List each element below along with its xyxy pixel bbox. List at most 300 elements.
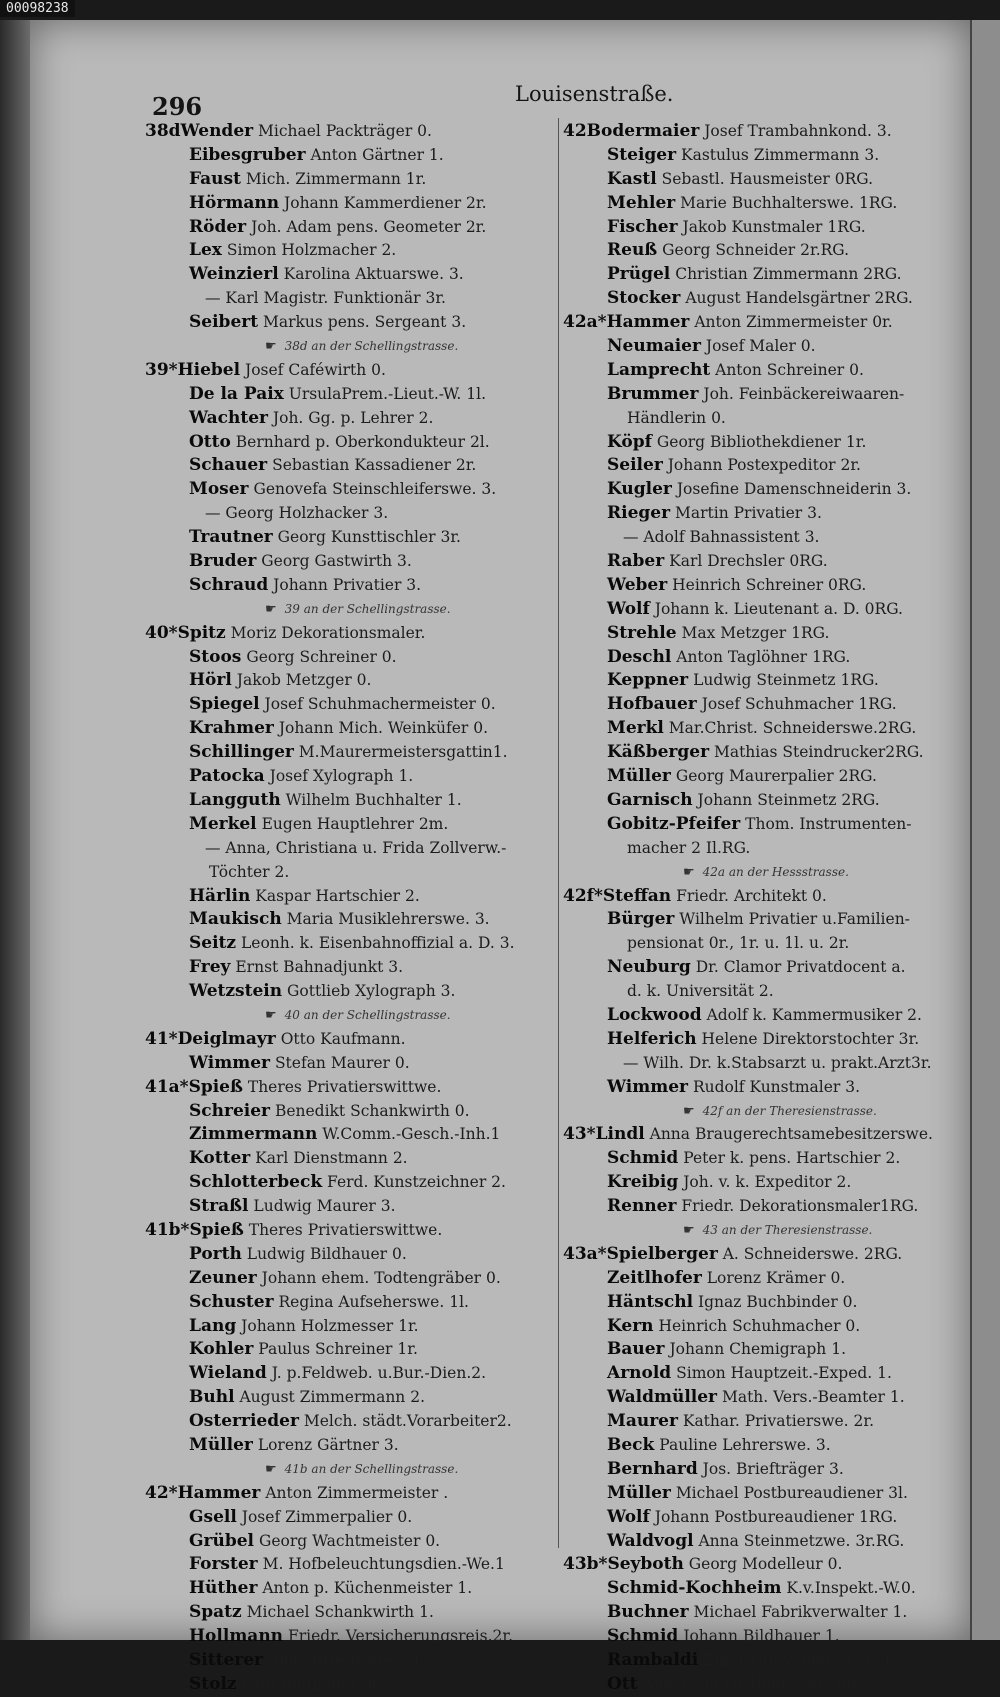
resident-name: Müller: [607, 766, 671, 787]
resident-entry: [563, 287, 968, 311]
resident-entry: [145, 1243, 550, 1267]
resident-name: Steffan: [602, 885, 672, 906]
resident-entry: [563, 550, 968, 574]
resident-details: Helene Direktorstochter 3r.: [701, 1029, 920, 1048]
resident-entry: [145, 478, 550, 502]
resident-name: Hörl: [189, 670, 232, 691]
resident-details: Otto Kaufmann.: [280, 1029, 406, 1048]
resident-details: Bernhard p. Oberkondukteur 2l.: [235, 432, 490, 451]
resident-entry: [145, 359, 550, 383]
resident-name: Bürger: [607, 909, 675, 930]
resident-entry: [563, 1625, 968, 1649]
note-text: 43 an der Theresienstrasse.: [702, 1222, 873, 1237]
resident-details: Karl Drechsler 0RG.: [669, 552, 828, 571]
resident-details: W.Comm.-Gesch.-Inh.1: [322, 1125, 501, 1144]
resident-details: Genovefa Steinschleiferswe. 3.: [253, 480, 497, 499]
resident-name: Renner: [607, 1196, 677, 1217]
resident-entry: [563, 1553, 968, 1577]
resident-name: Spieß: [188, 1076, 243, 1097]
resident-entry: [563, 1195, 968, 1219]
resident-name: Kern: [607, 1315, 654, 1336]
resident-details: Kastulus Zimmermann 3.: [681, 145, 880, 164]
resident-name: Patocka: [189, 766, 265, 787]
entry-continuation: pensionat 0r., 1r. u. 1l. u. 2r.: [627, 934, 850, 953]
resident-entry: [563, 813, 968, 837]
resident-details: Georg Schneider 2r.RG.: [662, 241, 850, 260]
resident-details: Josefine Damenschneiderin 3.: [676, 480, 912, 499]
resident-entry: [145, 646, 550, 670]
resident-details: Wilhelm Buchhalter 1.: [285, 790, 462, 809]
pointing-hand-icon: ☛: [683, 1222, 695, 1238]
resident-details: Stefan Maurer 0.: [274, 1053, 410, 1072]
resident-entry: [563, 1291, 968, 1315]
resident-details: August Handelsgärtner 2RG.: [685, 289, 913, 308]
resident-name: Spitz: [177, 622, 226, 643]
resident-name: Steiger: [607, 144, 677, 165]
resident-entry: [145, 526, 550, 550]
resident-entry: [563, 574, 968, 598]
resident-name: Gsell: [189, 1506, 237, 1527]
resident-entry: [145, 980, 550, 1004]
pointing-hand-icon: ☛: [265, 1461, 277, 1477]
resident-name: Hollmann: [189, 1626, 284, 1647]
resident-details: Heinrich Schuhmacher 0.: [658, 1316, 861, 1335]
resident-entry: [563, 1386, 968, 1410]
resident-entry: [145, 885, 550, 909]
pointing-hand-icon: ☛: [683, 864, 695, 880]
resident-details: Mar.Christ. Schneiderswe.2RG.: [668, 719, 917, 738]
resident-details: Anton p. Küchenmeister 1.: [262, 1579, 473, 1598]
resident-entry: [145, 1362, 550, 1386]
resident-details: Georg Gastwirth 3.: [261, 552, 412, 571]
resident-details: Paul Bildhauer 3r.: [241, 1674, 383, 1693]
resident-details: Leonh. k. Eisenbahnoffizial a. D. 3.: [241, 934, 515, 953]
resident-details: K.v.Inspekt.-W.0.: [786, 1579, 916, 1598]
resident-entry: [563, 1458, 968, 1482]
resident-details: Josef Caféwirth 0.: [245, 360, 386, 379]
resident-entry: [563, 1052, 968, 1076]
resident-details: Paulus Schreiner 1r.: [258, 1340, 418, 1359]
resident-entry: [145, 741, 550, 765]
resident-details: Moriz Dekorationsmaler.: [230, 623, 426, 642]
resident-details: Joh. Feinbäckereiwaaren-: [703, 384, 905, 403]
resident-entry: [145, 1267, 550, 1291]
resident-name: Schuster: [189, 1291, 274, 1312]
resident-entry: [145, 239, 550, 263]
resident-details: Josef Schuhmacher 1RG.: [701, 695, 897, 714]
resident-details: Alois Briefträger 2l.: [267, 1651, 424, 1669]
resident-entry: [145, 550, 550, 574]
resident-name: Weber: [607, 574, 668, 595]
resident-name: Arnold: [607, 1363, 672, 1384]
scan-id: 00098238: [0, 0, 75, 17]
resident-entry: [145, 693, 550, 717]
resident-entry: [145, 431, 550, 455]
resident-name: Buchner: [607, 1602, 689, 1623]
resident-name: Schmid: [607, 1148, 679, 1169]
resident-entry: [563, 431, 968, 455]
resident-name: Lang: [189, 1315, 237, 1336]
resident-entry: [563, 1434, 968, 1458]
resident-entry: [563, 1649, 968, 1673]
resident-name: Schillinger: [189, 742, 294, 763]
resident-details: Sebastl. Hausmeister 0RG.: [661, 169, 874, 188]
resident-name: Waldmüller: [607, 1387, 718, 1408]
resident-name: Hofbauer: [607, 694, 697, 715]
resident-name: Porth: [189, 1243, 242, 1264]
resident-details: J. p.Feldweb. u.Bur.-Dien.2.: [271, 1364, 487, 1383]
resident-details: Georg Kunsttischler 3r.: [277, 528, 461, 547]
resident-entry: [563, 693, 968, 717]
resident-details: Martin Privatier 3.: [675, 504, 822, 523]
resident-name: Schauer: [189, 455, 268, 476]
house-number: 38d: [145, 121, 181, 141]
resident-name: Röder: [189, 216, 247, 237]
resident-details: Math. Vers.-Beamter 1.: [721, 1388, 905, 1407]
note-text: 38d an der Schellingstrasse.: [284, 339, 459, 354]
resident-details: Lorenz Gärtner 3.: [257, 1435, 399, 1454]
resident-name: Ott: [607, 1673, 638, 1694]
resident-details: Mathias Steindrucker2RG.: [713, 743, 924, 762]
resident-name: Stoos: [189, 646, 242, 667]
resident-details: Joh. v. k. Expeditor 2.: [683, 1173, 852, 1192]
resident-details: Adolf k. Kammermusiker 2.: [706, 1005, 922, 1024]
resident-details: Em. Gräf. v. Reg.-R.-T.2l.: [703, 1651, 895, 1669]
resident-name: Buhl: [189, 1387, 235, 1408]
resident-entry: [145, 1219, 550, 1243]
resident-name: Osterrieder: [189, 1411, 299, 1432]
resident-name: Kastl: [607, 168, 657, 189]
resident-name: Deschl: [607, 646, 672, 667]
resident-name: Lex: [189, 240, 222, 261]
house-number: 43a*: [563, 1243, 607, 1264]
resident-details: Karl Dienstmann 2.: [255, 1149, 408, 1168]
resident-name: Maurer: [607, 1411, 678, 1432]
note-text: 42a an der Hessstrasse.: [702, 864, 849, 879]
resident-name: Wender: [180, 121, 254, 141]
resident-name: Bodermaier: [586, 121, 700, 141]
resident-details: Rudolf Kunstmaler 3.: [692, 1077, 861, 1096]
resident-name: Stocker: [607, 288, 681, 309]
resident-name: Schreier: [189, 1100, 270, 1121]
resident-entry: [145, 144, 550, 168]
entry-continuation: Händlerin 0.: [627, 408, 726, 427]
resident-name: Schraud: [189, 574, 269, 595]
resident-entry: [563, 1338, 968, 1362]
resident-details: Michael Fabrikverwalter 1.: [693, 1603, 908, 1622]
house-number: 41b*: [145, 1219, 190, 1240]
resident-name: Krahmer: [189, 718, 274, 739]
resident-details: Jos. Briefträger 3.: [702, 1459, 844, 1478]
resident-name: Garnisch: [607, 789, 693, 810]
resident-entry: [563, 1482, 968, 1506]
resident-details: Kaspar Hartschier 2.: [255, 886, 420, 905]
resident-entry: [563, 192, 968, 216]
resident-entry: [563, 956, 968, 980]
street-header: Louisenstraße.: [515, 82, 674, 106]
resident-entry: [145, 1386, 550, 1410]
resident-entry: [145, 1506, 550, 1530]
house-number: 42a*: [563, 312, 607, 333]
resident-name: Schlotterbeck: [189, 1172, 323, 1193]
resident-name: Lockwood: [607, 1004, 702, 1025]
resident-name: Kohler: [189, 1339, 254, 1360]
resident-name: Raber: [607, 551, 665, 572]
left-column: [145, 120, 550, 1697]
resident-entry: [145, 1530, 550, 1554]
resident-name: Waldvogl: [607, 1530, 694, 1551]
resident-details: Josef Xylograph 1.: [269, 767, 414, 786]
resident-entry: [145, 1410, 550, 1434]
resident-entry: [563, 885, 968, 909]
resident-details: Johann Postexpeditor 2r.: [667, 456, 861, 475]
cross-street-note: [145, 598, 550, 622]
cross-street-note: [145, 1458, 550, 1482]
resident-entry: [563, 478, 968, 502]
pointing-hand-icon: ☛: [683, 1103, 695, 1119]
resident-details: Jakob Metzger 0.: [236, 671, 372, 690]
resident-entry: [563, 1577, 968, 1601]
resident-name: Lamprecht: [607, 359, 711, 380]
resident-details: Anton Schreiner 0.: [715, 360, 864, 379]
resident-name: Seitz: [189, 933, 237, 954]
resident-name: Wimmer: [189, 1052, 270, 1073]
resident-details: Michael Schankwirth 1.: [246, 1603, 434, 1622]
resident-entry: [145, 1195, 550, 1219]
resident-entry: [563, 454, 968, 478]
resident-details: Thom. Instrumenten-: [745, 814, 912, 833]
resident-entry: [145, 168, 550, 192]
resident-details: Friedr. Dekorationsmaler1RG.: [681, 1197, 919, 1216]
resident-name: Mehler: [607, 192, 676, 213]
resident-name: Hüther: [189, 1578, 258, 1599]
resident-details: — Karl Magistr. Funktionär 3r.: [205, 289, 446, 308]
resident-entry: [145, 1625, 550, 1649]
resident-name: Neuburg: [607, 957, 691, 978]
resident-details: Anton Taglöhner 1RG.: [676, 647, 851, 666]
resident-name: Grübel: [189, 1530, 254, 1551]
resident-details: Friedr. Architekt 0.: [676, 886, 827, 905]
resident-name: Gobitz-Pfeifer: [607, 813, 741, 834]
resident-entry: [145, 311, 550, 335]
note-text: 41b an der Schellingstrasse.: [284, 1461, 459, 1476]
resident-details: Friedr. Versicherungsreis.2r.: [287, 1627, 514, 1646]
resident-entry: [145, 765, 550, 789]
resident-entry: [145, 622, 550, 646]
resident-entry: [145, 1601, 550, 1625]
resident-details: — Anna, Christiana u. Frida Zollverw.-: [205, 838, 507, 857]
resident-name: Sitterer: [189, 1650, 263, 1670]
resident-details: UrsulaPrem.-Lieut.-W. 1l.: [288, 384, 487, 403]
resident-entry: [563, 1315, 968, 1339]
resident-details: Jakob Kunstmaler 1RG.: [682, 217, 866, 236]
resident-name: Kreibig: [607, 1172, 679, 1193]
resident-details: Simon Hauptzeit.-Exped. 1.: [676, 1364, 892, 1383]
resident-name: Zeitlhofer: [607, 1267, 702, 1288]
resident-entry: [145, 1577, 550, 1601]
house-number: 42f*: [563, 885, 603, 906]
resident-entry: [145, 1147, 550, 1171]
resident-name: Hiebel: [177, 359, 241, 380]
resident-entry: [563, 1530, 968, 1554]
pointing-hand-icon: ☛: [265, 339, 277, 355]
cross-street-note: [145, 1004, 550, 1028]
resident-name: Wachter: [189, 407, 268, 428]
resident-details: Eugen Hauptlehrer 2m.: [261, 814, 449, 833]
resident-details: M. Hofbeleuchtungsdien.-We.1: [262, 1555, 505, 1574]
resident-entry: [145, 1482, 550, 1506]
resident-entry: [145, 574, 550, 598]
resident-details: Johann Holzmesser 1r.: [241, 1316, 419, 1335]
next-page-edge: [970, 20, 1000, 1640]
resident-name: Häntschl: [607, 1291, 694, 1312]
resident-name: Weinzierl: [189, 264, 279, 285]
resident-details: Heinrich Schreiner 0RG.: [672, 575, 867, 594]
resident-name: Helferich: [607, 1028, 697, 1049]
resident-entry: [563, 383, 968, 407]
resident-entry: [145, 1673, 550, 1697]
resident-entry: [145, 1028, 550, 1052]
resident-entry: [563, 1243, 968, 1267]
resident-entry: [563, 1004, 968, 1028]
resident-name: Spielberger: [606, 1243, 718, 1264]
resident-details: Mich. Zimmermann 1r.: [245, 169, 427, 188]
resident-details: Michael Packträger 0.: [258, 122, 432, 140]
resident-entry: [145, 1100, 550, 1124]
resident-details: Josef Maler 0.: [705, 337, 816, 356]
resident-details: Theres Privatierswittwe.: [248, 1220, 443, 1239]
resident-name: Hammer: [606, 312, 690, 333]
resident-entry: [563, 1147, 968, 1171]
resident-entry: [563, 765, 968, 789]
resident-details: August Zimmermann 2.: [239, 1388, 425, 1407]
resident-entry: [145, 1315, 550, 1339]
resident-entry: [145, 1076, 550, 1100]
resident-name: Hörmann: [189, 192, 280, 213]
resident-entry: [145, 908, 550, 932]
resident-details: — Adolf Bahnassistent 3.: [623, 528, 820, 547]
resident-entry: [563, 741, 968, 765]
resident-entry: [563, 1123, 968, 1147]
resident-entry: [563, 311, 968, 335]
resident-details: Dr. Clamor Privatdocent a.: [695, 958, 906, 977]
resident-name: Faust: [189, 168, 241, 189]
resident-details: Johann k. Lieutenant a. D. 0RG.: [654, 599, 903, 618]
house-number: 43b*: [563, 1554, 608, 1575]
entry-continuation: d. k. Universität 2.: [627, 982, 774, 1001]
resident-entry: [145, 216, 550, 240]
resident-entry: [145, 717, 550, 741]
resident-name: Zeuner: [189, 1267, 257, 1288]
resident-name: Brummer: [607, 383, 699, 404]
resident-details: Ernst Bahnadjunkt 3.: [235, 958, 404, 977]
resident-entry: [563, 1267, 968, 1291]
resident-name: Trautner: [189, 527, 273, 548]
resident-name: Moser: [189, 479, 249, 500]
resident-entry: [145, 1553, 550, 1577]
resident-details: Anton Zimmermeister 0r.: [694, 313, 893, 332]
resident-details: Maria Musiklehrerswe. 3.: [286, 910, 490, 929]
resident-details: Johann Postbureaudiener 1RG.: [654, 1507, 898, 1526]
resident-entry: [145, 1123, 550, 1147]
resident-details: Sebastian Kassadiener 2r.: [272, 456, 477, 475]
resident-details: Joh. Gg. p. Lehrer 2.: [272, 408, 434, 427]
resident-entry: [145, 120, 550, 144]
resident-details: Peter k. pens. Hartschier 2.: [683, 1149, 901, 1168]
resident-name: Strehle: [607, 622, 677, 643]
resident-name: Spiegel: [189, 694, 260, 715]
resident-entry: [563, 669, 968, 693]
resident-entry: [563, 526, 968, 550]
resident-entry: [563, 335, 968, 359]
resident-name: Merkl: [607, 718, 664, 739]
resident-details: Johann Privatier 3.: [273, 575, 422, 594]
resident-name: Wimmer: [607, 1076, 688, 1097]
house-number: 43*: [563, 1124, 596, 1145]
resident-name: Stolz: [189, 1673, 237, 1694]
resident-details: Johann ehem. Todtengräber 0.: [261, 1268, 501, 1287]
house-number: 40*: [145, 622, 178, 643]
resident-entry: [563, 1362, 968, 1386]
resident-name: Deiglmayr: [177, 1028, 276, 1049]
resident-name: Hammer: [177, 1482, 261, 1503]
resident-details: Johann Kammerdiener 2r.: [284, 193, 487, 212]
resident-entry: [145, 1052, 550, 1076]
resident-details: Lorenz Krämer 0.: [706, 1268, 846, 1287]
house-number: 41a*: [145, 1076, 189, 1097]
resident-details: Ludwig Steinmetz 1RG.: [693, 671, 879, 690]
column-divider: [558, 118, 559, 1548]
resident-name: Eibesgruber: [189, 144, 306, 165]
resident-details: Georg Maurerpalier 2RG.: [675, 767, 877, 786]
resident-name: Rieger: [607, 503, 671, 524]
house-number: 39*: [145, 359, 178, 380]
resident-entry: [145, 1338, 550, 1362]
resident-details: Georg Schreiner 0.: [246, 647, 397, 666]
resident-entry: [563, 359, 968, 383]
resident-entry: [563, 502, 968, 526]
resident-name: Neumaier: [607, 336, 701, 357]
resident-entry: [563, 216, 968, 240]
resident-name: Straßl: [189, 1196, 249, 1217]
resident-name: Schmid: [607, 1626, 679, 1647]
right-column: [563, 120, 968, 1697]
resident-details: Johann Chemigraph 1.: [669, 1340, 846, 1359]
resident-name: Müller: [189, 1434, 253, 1455]
resident-entry: [145, 502, 550, 526]
resident-name: Müller: [607, 1482, 671, 1503]
resident-name: Maukisch: [189, 909, 282, 930]
house-number: 42: [563, 121, 587, 141]
resident-details: Gottlieb Xylograph 3.: [287, 982, 456, 1001]
cross-street-note: [563, 861, 968, 885]
resident-name: Otto: [189, 431, 231, 452]
resident-details: Georg Modelleur 0.: [688, 1555, 843, 1574]
resident-name: Kotter: [189, 1148, 251, 1169]
resident-details: A. Schneiderswe. 2RG.: [722, 1244, 903, 1263]
resident-details: Josef Schuhmachermeister 0.: [264, 695, 496, 714]
resident-name: Beck: [607, 1434, 655, 1455]
note-text: 40 an der Schellingstrasse.: [284, 1007, 451, 1022]
resident-details: Ludwig Bildhauer 0.: [246, 1244, 407, 1263]
resident-name: Spieß: [189, 1219, 244, 1240]
resident-entry: [145, 669, 550, 693]
pointing-hand-icon: ☛: [265, 1007, 277, 1023]
resident-name: De la Paix: [189, 383, 284, 404]
resident-entry: [563, 1076, 968, 1100]
resident-name: Zimmermann: [189, 1124, 318, 1145]
cross-street-note: [145, 335, 550, 359]
